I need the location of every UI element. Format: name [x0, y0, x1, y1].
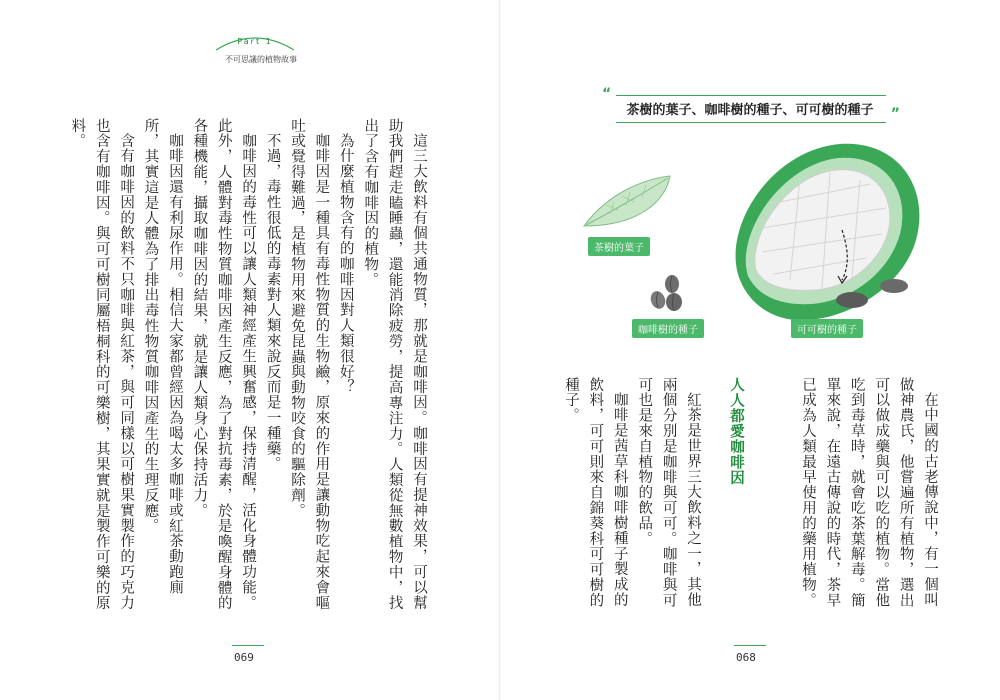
cacao-seed-label: 可可樹的種子	[791, 319, 863, 338]
section-paragraph: 紅茶是世界三大飲料之一，其他兩個分別是咖啡與可可。咖啡與可可也是來自植物的飲品。	[636, 377, 701, 608]
coffee-seed-label: 咖啡樹的種子	[632, 319, 704, 338]
page-gutter	[499, 0, 501, 700]
part-label: Part 1	[237, 37, 273, 46]
body-paragraph: 為什麼植物含有的咖啡因對人類很好？	[337, 132, 354, 395]
body-paragraph: 含有咖啡因的飲料不只咖啡與紅茶，與可同樣以可樹果實製作的巧克力也含有咖啡因。與可可樹同屬梧桐科的可樂樹，其果實就是製作可樂的原料。	[69, 118, 135, 611]
intro-paragraph: 在中國的古老傳說中，有一個叫做神農氏，他嘗遍所有植物，選出可以做成藥與可以吃的植物。當他吃到毒草時，就會吃茶葉解毒。簡單來說，在遠古傳說的時代，茶早已成為人類最早使用的藥用植物。	[799, 377, 938, 608]
chapter-title: 不可思議的植物故事	[225, 55, 297, 64]
cacao-pod-icon	[736, 144, 920, 321]
coffee-beans-icon	[648, 275, 682, 311]
folio-rule-left	[232, 645, 264, 646]
body-paragraph: 這三大飲料有個共通物質，那就是咖啡因。咖啡因有提神效果，可以幫助我們趕走瞌睡蟲，還能消除疲勞，提高專注力。人類從無數植物中，找出了含有咖啡因的植物。	[362, 118, 427, 611]
folio-rule-right	[734, 645, 766, 646]
right-page-section-body	[562, 377, 705, 609]
illustration-title-banner	[600, 86, 900, 126]
body-paragraph: 不過，毒性很低的毒素對人類來說反而是一種藥。	[264, 132, 281, 472]
section-paragraph: 咖啡是茜草科咖啡樹種子製成的飲料，可可則來自錦葵科可可樹的種子。	[562, 377, 628, 608]
tea-leaf-label: 茶樹的葉子	[588, 237, 650, 256]
body-paragraph: 咖啡因是一種具有毒性物質的生物鹼，原來的作用是讓動物吃起來會嘔吐或覺得難過，是植物用來避免昆蟲與動物咬食的驅除劑。	[288, 118, 330, 610]
tea-leaf-icon	[584, 176, 670, 226]
plant-seeds-illustration	[570, 130, 930, 340]
body-paragraph: 咖啡因的毒性可以讓人類神經產生興奮感，保持清醒，活化身體功能。此外，人體對毒性物質咖啡因產生反應，為了對抗毒素，於是喚醒身體的各種機能，攝取咖啡因的結果，就是讓人類身心保持活力。	[191, 118, 257, 611]
open-quote-mark: “	[602, 86, 612, 102]
banner-rule-bottom	[616, 122, 886, 123]
body-paragraph: 咖啡因還有利尿作用。相信大家都曾經因為喝太多咖啡或紅茶動跑廁所，其實這是人體為了排出毒性物質咖啡因產生的生理反應。	[142, 118, 183, 595]
close-quote-mark: ”	[890, 106, 900, 122]
left-page-body	[71, 118, 431, 618]
illustration-title: 茶樹的葉子、咖啡樹的種子、可可樹的種子	[626, 103, 874, 118]
right-page-intro	[747, 377, 942, 609]
banner-rule-top	[616, 95, 886, 96]
page-number-left: 069	[234, 651, 254, 664]
section-heading: 人人都愛咖啡因	[728, 377, 744, 486]
page-number-right: 068	[736, 651, 756, 664]
